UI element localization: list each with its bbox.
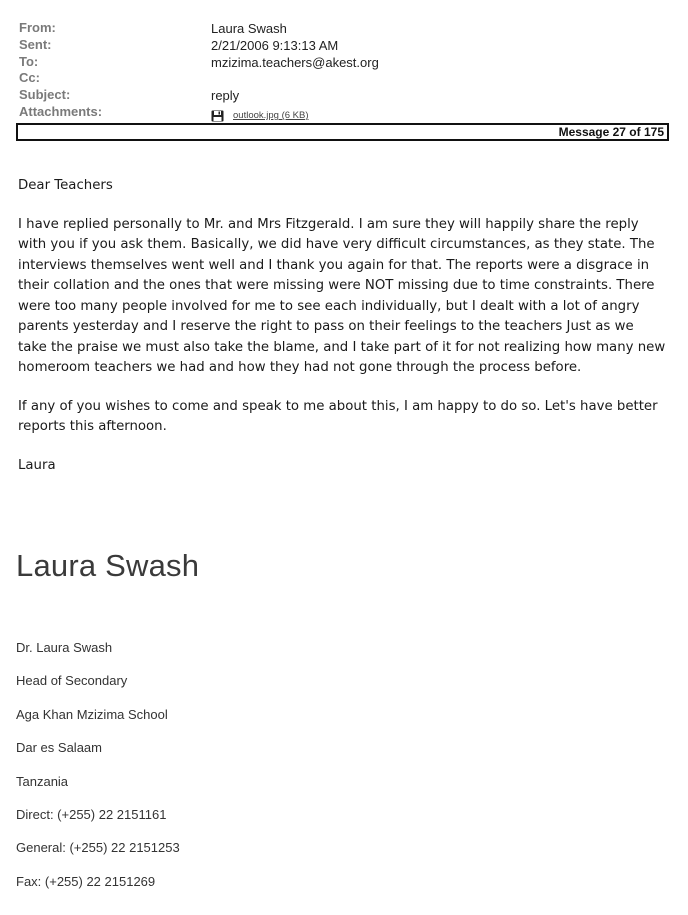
subject-label: Subject: bbox=[19, 87, 71, 103]
message-body bbox=[18, 176, 666, 476]
signature-full-name: Dr. Laura Swash bbox=[16, 640, 113, 655]
from-row bbox=[19, 20, 669, 37]
message-counter-bar bbox=[16, 123, 669, 141]
signature-general-phone: General: (+255) 22 2151253 bbox=[16, 840, 180, 856]
signature-fax: Fax: (+255) 22 2151269 bbox=[16, 873, 156, 889]
sent-value: 2/21/2006 9:13:13 AM bbox=[211, 37, 339, 53]
greeting: Dear Teachers bbox=[18, 178, 113, 193]
signature-country: Tanzania bbox=[16, 773, 69, 789]
cc-row bbox=[19, 70, 669, 87]
email-header bbox=[19, 20, 669, 121]
attachments-row bbox=[19, 104, 669, 121]
attachment-link[interactable] bbox=[211, 108, 309, 124]
signoff: Laura bbox=[18, 457, 56, 473]
to-row bbox=[19, 54, 669, 71]
body-paragraph-2: If any of you wishes to come and speak to me about this, I am happy to do so. Let's have better reports this afternoon. bbox=[18, 398, 658, 434]
cc-label: Cc: bbox=[19, 70, 40, 86]
sent-row bbox=[19, 37, 669, 54]
floppy-disk-icon bbox=[211, 110, 224, 122]
to-value: mzizima.teachers@akest.org bbox=[211, 54, 379, 70]
body-paragraph-1: I have replied personally to Mr. and Mrs Fitzgerald. I am sure they will happily share the reply with you if you ask them. Basically, we did have very difficult circumstances, as they state. The interviews themselves went well and I thank you again for that. The reports were a disgrace in their collation and the ones that were missing were NOT missing due to time constraints. There were too many people involved for me to see each individually, but I dealt with a lot of angry parents yesterday and I reserve the right to pass on their feelings to the teachers Just as we take the praise we must also take the blame, and I take part of it for not realizing how many new homeroom teachers we had and how they had not gone through the process before. bbox=[18, 216, 666, 375]
signature-display-name: Laura Swash bbox=[16, 548, 200, 583]
attachment-name[interactable]: outlook.jpg (6 KB) bbox=[233, 109, 309, 121]
subject-value: reply bbox=[211, 88, 240, 104]
from-value: Laura Swash bbox=[211, 21, 287, 36]
sent-label: Sent: bbox=[19, 36, 52, 52]
signature-school: Aga Khan Mzizima School bbox=[16, 706, 168, 722]
subject-row bbox=[19, 87, 669, 104]
from-label: From: bbox=[19, 20, 56, 35]
attachments-label: Attachments: bbox=[19, 103, 103, 119]
signature-title: Head of Secondary bbox=[16, 673, 128, 689]
to-label: To: bbox=[19, 53, 39, 69]
signature-direct-phone: Direct: (+255) 22 2151161 bbox=[16, 806, 167, 822]
message-counter: Message 27 of 175 bbox=[558, 125, 664, 139]
signature-city: Dar es Salaam bbox=[16, 740, 102, 756]
signature-block bbox=[16, 640, 180, 907]
